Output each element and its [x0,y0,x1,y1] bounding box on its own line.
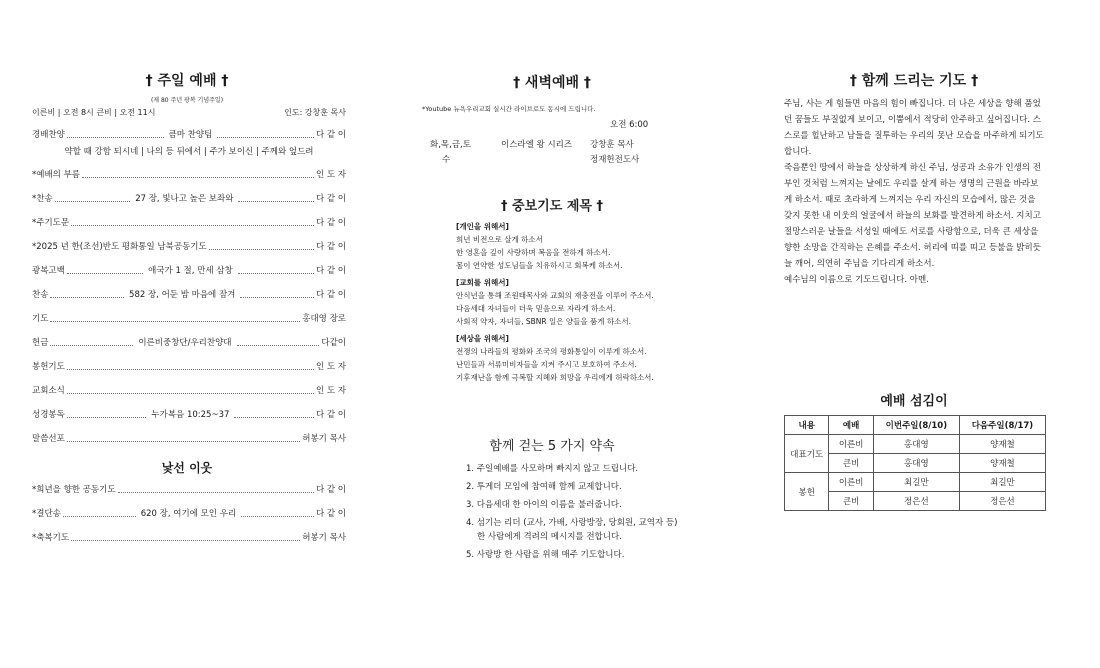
order-item-name: 경배찬양 [32,130,65,140]
order-item [32,337,346,349]
service-times-text: 이른비 | 오전 8시 큰비 | 오전 11시 [32,108,156,117]
order-item-detail: 큼마 찬양팀 [168,130,213,140]
intercession-line: 한 영혼을 깊이 사랑하며 복음을 전하게 하소서. [456,248,611,257]
order-item-person: 홍대영 장로 [302,314,346,324]
neighbor-order [32,484,346,544]
order-item-name: 기도 [32,314,49,324]
dot-leader [50,297,124,298]
order-item-person: 허봉기 목사 [302,533,346,543]
header-content: 내용 [785,416,829,435]
dot-leader [50,321,300,322]
order-item-name: 광복고백 [32,266,65,276]
worship-leader: 인도: 강창훈 목사 [284,108,346,117]
order-item-person: 다 같 이 [315,242,346,252]
order-item [32,217,346,229]
promises-title: 함께 걷는 5 가지 약속 [489,439,615,454]
promise-item: 한 사람에게 격려의 메시지를 전합니다. [477,532,622,542]
cell-next-week: 양재철 [959,435,1045,454]
dot-leader [67,417,147,418]
header-service: 예배 [829,416,873,435]
order-item-person: 다 같 이 [315,194,346,204]
order-item-name: *주기도문 [32,218,70,228]
order-item [32,241,346,253]
dawn-series: 이스라엘 왕 시리즈 [501,140,573,150]
order-item-name: 교회소식 [32,386,65,396]
dot-leader [238,201,314,202]
intercession-title: † 중보기도 제목 † [501,199,603,214]
dot-leader [63,516,136,517]
worship-subtitle: (제 80 주년 광복 기념주일) [150,97,224,104]
order-item-detail: 620 장, 여기에 모인 우리 [140,509,237,519]
dot-leader [67,441,300,442]
order-item-person: 다 같 이 [315,218,346,228]
header-next-week: 다음주일(8/17) [959,416,1045,435]
order-item [32,532,346,544]
order-item-name: *결단송 [32,509,61,519]
cell-service: 이른비 [829,473,873,492]
order-item-name: *축복기도 [32,533,70,543]
prayer-closing: 예수님의 이름으로 기도드립니다. 아멘. [784,275,929,285]
servers-table-wrap [784,415,1046,511]
table-row [785,435,1046,454]
dawn-leader-2: 정재헌전도사 [590,155,640,165]
prayer-body [784,96,1046,288]
prayer-paragraph-2: 죽음뿐인 땅에서 하늘을 상상하게 하신 주님, 성공과 소유가 인생의 전부인 것처럼 느껴지는 날에도 우리를 살게 하는 생명의 근원을 바라보게 하소서. 때로 초라하게 느껴지는 우리 자신의 모습에서, 많은 것을 갖지 못한 내 이웃의 얼굴에서 하늘의 보화를 발견하게 하소서. 지치고 절망스러운 날들을 서성일 때에도 서로를 사랑함으로, 더욱 큰 세상을 향한 소망을 간직하는 은혜를 주소서. 허리에 띠를 띠고 등불을 밝히듯 늘 깨어, 의연히 주님을 기다리게 하소서. [784,163,1041,269]
dot-leader [67,273,143,274]
intercession-heading: [세상을 위해서] [456,334,509,343]
promise-item: 3. 다음세대 한 아이의 이름을 불러줍니다. [466,500,622,510]
order-item [32,313,346,325]
servers-title: 예배 섬김이 [880,394,948,409]
intercession-line: 사회적 약자, 자녀들, SBNR 일은 양들을 품게 하소서. [456,317,631,326]
intercession-line: 몸이 연약한 성도님들을 치유하시고 회복케 하소서. [456,261,623,270]
order-item [32,129,346,141]
dot-leader [118,492,314,493]
dawn-days: 화,목,금,토 [430,140,471,150]
order-item-name: *희년을 향한 공동기도 [32,485,116,495]
promises-list [466,462,706,563]
promise-item: 4. 섬기는 리더 (교사, 가배, 사랑방장, 당회원, 교역자 등) [466,518,678,528]
cell-this-week: 홍대영 [873,454,959,473]
order-item-detail: 582 장, 어둔 밤 마음에 잠겨 [129,290,236,300]
order-item-name: 말씀선포 [32,434,65,444]
prayer-title: † 함께 드리는 기도 † [849,73,979,89]
order-item-detail: 누가복음 10:25~37 [151,410,230,420]
order-item [32,385,346,397]
cell-next-week: 양재철 [959,454,1045,473]
intercession-line: 다음세대 자녀들이 더욱 믿음으로 자라게 하소서. [456,304,616,313]
dot-leader [67,369,314,370]
intercession-line: 전쟁의 나라들의 평화와 조국의 평화통일이 이루게 하소서. [456,347,647,356]
order-item [32,484,346,496]
dawn-time: 오전 6:00 [610,120,649,130]
order-item [32,508,346,520]
dawn-leader-1: 강창훈 목사 [590,140,634,150]
order-item [32,193,346,205]
dot-leader [55,201,131,202]
dot-leader [238,273,314,274]
order-item-person: 인 도 자 [315,386,346,396]
order-item-name: 헌금 [32,338,49,348]
order-item-person: 다 같 이 [315,266,347,276]
order-item-name: *2025 년 한(조선)반도 평화통일 남북공동기도 [32,242,207,252]
order-item [32,409,346,421]
order-item-person: 인 도 자 [315,170,346,180]
order-item [32,265,346,277]
order-item [32,361,346,373]
order-item-person: 인 도 자 [315,362,346,372]
order-of-worship [32,129,346,445]
servers-header-row [785,416,1046,435]
dot-leader [209,249,314,250]
dawn-title: † 새벽예배 † [513,75,591,91]
cell-service: 큰비 [829,492,873,511]
intercession-line: 안식년을 통해 조원태목사와 교회의 재충전을 이루어 주소서. [456,291,654,300]
order-item-name: *예배의 부름 [32,170,81,180]
order-item-person: 다 같 이 [315,509,346,519]
worship-title: † 주일 예배 † [145,73,229,89]
order-item-detail: 이른비중창단/우리찬양대 [138,338,232,348]
servers-table [784,415,1046,511]
neighbor-title: 낯선 이웃 [161,461,213,475]
order-item-person: 다 같 이 [315,130,347,140]
order-item [32,289,346,301]
dot-leader [50,345,133,346]
cell-content: 봉헌 [785,473,829,511]
table-row [785,473,1046,492]
cell-service: 이른비 [829,435,873,454]
intercession-line: 난민들과 서류미비자들을 지켜 주시고 보호하여 주소서. [456,360,637,369]
order-item-person: 다같이 [321,338,347,348]
dot-leader [71,540,300,541]
dot-leader [82,177,314,178]
order-item-person: 다 같 이 [315,410,347,420]
intercession-heading: [교회를 위해서] [456,278,509,287]
order-item-person: 다 같 이 [315,485,346,495]
cell-service: 큰비 [829,454,873,473]
order-item [32,433,346,445]
order-item-detail: 애국가 1 절, 만세 삼창 [148,266,233,276]
dot-leader [241,516,314,517]
order-item-name: 봉헌기도 [32,362,65,372]
header-this-week: 이번주일(8/10) [873,416,959,435]
dot-leader [240,297,314,298]
cell-next-week: 최길만 [959,473,1045,492]
cell-next-week: 정은선 [959,492,1045,511]
order-item-person: 다 같 이 [315,290,347,300]
intercession-line: 기후재난을 함께 극복할 지혜와 희망을 우리에게 허락하소서. [456,373,654,382]
dot-leader [67,137,164,138]
dot-leader [237,345,320,346]
order-item-name: 찬송 [32,290,49,300]
order-item-person: 허봉기 목사 [302,434,346,444]
promise-item: 5. 사랑방 한 사람을 위해 매주 기도합니다. [466,550,625,560]
dot-leader [67,393,314,394]
order-item-name: *찬송 [32,194,53,204]
cell-this-week: 정은선 [873,492,959,511]
order-item-detail: 27 장, 빛나고 높은 보좌와 [135,194,234,204]
order-item-name: 성경봉독 [32,410,65,420]
dot-leader [71,225,314,226]
dot-leader [217,137,314,138]
order-item [32,169,346,181]
dot-leader [234,417,314,418]
intercession-line: 희년 비전으로 살게 하소서 [456,235,543,244]
cell-this-week: 최길만 [873,473,959,492]
service-times [32,107,346,118]
prayer-paragraph-1: 주님, 사는 게 힘들면 마음의 힘이 빠집니다. 더 나은 세상을 향해 품었던 꿈들도 부질없게 보이고, 이뿜에서 적당히 안주하고 싶어집니다. 스스로를 힐난하고 남들을 질투하는 우리의 못난 모습을 마주하게 되기도 합니다. [784,99,1044,157]
cell-content: 대표기도 [785,435,829,473]
cell-this-week: 홍대영 [873,435,959,454]
dawn-days-cont: 수 [442,155,451,165]
promise-item: 2. 투게더 모임에 참여해 함께 교제합니다. [466,482,622,492]
intercession-heading: [개인을 위해서] [456,222,509,231]
dawn-note: *Youtube 뉴욕우리교회 실시간 라이브로도 동시에 드립니다. [422,105,596,113]
promise-item: 1. 주일예배를 사모하며 빠지지 않고 드립니다. [466,464,639,474]
intercession-list [456,220,716,384]
praise-song-list: 약할 때 강함 되시네 | 나의 등 뒤에서 | 주가 보이신 | 주께와 엎드려 [64,147,314,157]
